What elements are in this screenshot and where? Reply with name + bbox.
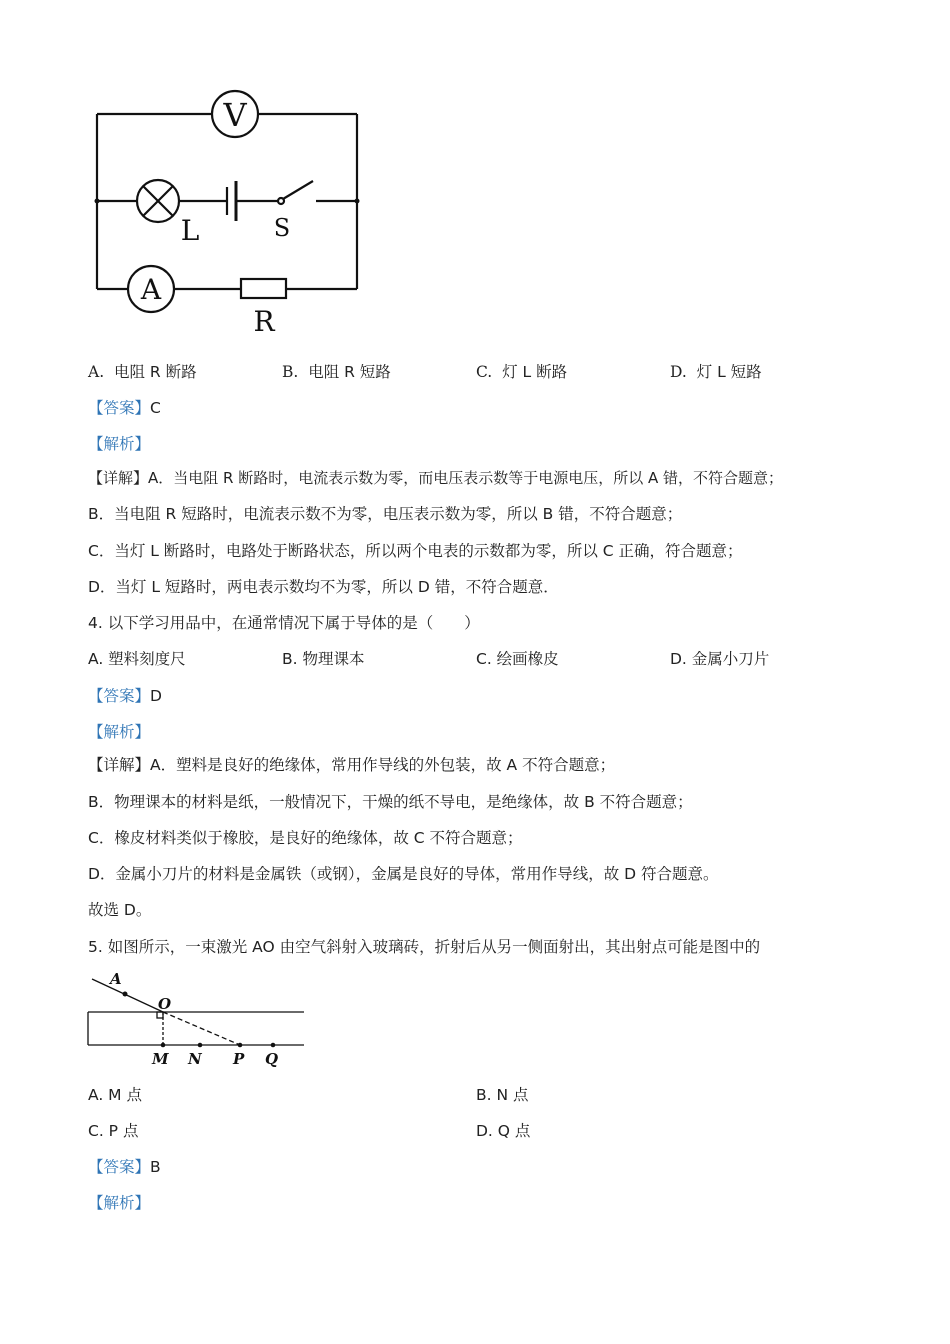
q3-option-d bbox=[670, 361, 762, 383]
resistor-label: R bbox=[253, 305, 275, 338]
q3-option-c bbox=[476, 361, 567, 383]
q4-detail-c: C．橡皮材料类似于橡胶，是良好的绝缘体，故 C 不符合题意； bbox=[88, 829, 523, 847]
q3-option-b bbox=[282, 361, 391, 383]
q4-answer-label: 【答案】 bbox=[88, 687, 151, 705]
q4-option-c: C. 绘画橡皮 bbox=[476, 650, 559, 668]
q4-detail-b: B．物理课本的材料是纸，一般情况下，干燥的纸不导电，是绝缘体，故 B 不符合题意； bbox=[88, 793, 693, 811]
point-p-label: P bbox=[233, 1050, 245, 1068]
ammeter-label: A bbox=[140, 273, 162, 306]
q5-option-a: A. M 点 bbox=[88, 1086, 142, 1104]
q3-option-d-letter: D. bbox=[670, 363, 687, 381]
q3-option-a-text: 电阻 R 断路 bbox=[113, 363, 197, 381]
q3-option-c-letter: C. bbox=[476, 363, 493, 381]
q3-answer-value: C bbox=[150, 399, 161, 417]
q3-detail-label: 【详解】 bbox=[88, 469, 149, 487]
q4-analysis-label: 【解析】 bbox=[88, 723, 151, 741]
q3-detail-a-text: A．当电阻 R 断路时，电流表示数为零，而电压表示数等于电源电压，所以 A 错，不符合题意； bbox=[148, 469, 784, 487]
q5-stem: 5. 如图所示，一束激光 AO 由空气斜射入玻璃砖，折射后从另一侧面射出，其出射点可能是图中的 bbox=[88, 938, 761, 956]
q3-option-c-text: 灯 L 断路 bbox=[502, 363, 568, 381]
q4-answer bbox=[88, 685, 162, 707]
voltmeter-label: V bbox=[223, 96, 247, 134]
q3-detail-b: B．当电阻 R 短路时，电流表示数不为零，电压表示数为零，所以 B 错，不符合题意； bbox=[88, 505, 683, 523]
q3-option-a bbox=[88, 361, 197, 383]
q5-answer-value: B bbox=[150, 1158, 161, 1176]
q5-analysis-label: 【解析】 bbox=[88, 1194, 151, 1212]
q3-option-d-text: 灯 L 短路 bbox=[696, 363, 762, 381]
q3-detail-a bbox=[88, 467, 783, 489]
q4-option-b: B. 物理课本 bbox=[282, 650, 365, 668]
point-n-label: N bbox=[188, 1050, 202, 1068]
q4-detail-d: D．金属小刀片的材料是金属铁（或钢），金属是良好的导体，常用作导线，故 D 符合题意。 bbox=[88, 865, 719, 883]
q4-stem: 4. 以下学习用品中，在通常情况下属于导体的是（ ） bbox=[88, 614, 480, 632]
q4-detail-label: 【详解】 bbox=[88, 756, 151, 774]
switch-label: S bbox=[273, 214, 291, 242]
q5-answer bbox=[88, 1156, 161, 1178]
refraction-diagram bbox=[85, 965, 310, 1070]
q3-analysis-label: 【解析】 bbox=[88, 435, 151, 453]
q4-option-a: A. 塑料刻度尺 bbox=[88, 650, 186, 668]
q3-answer bbox=[88, 397, 161, 419]
q4-option-d: D. 金属小刀片 bbox=[670, 650, 770, 668]
point-o-label: O bbox=[158, 995, 172, 1013]
q3-option-a-letter: A. bbox=[88, 363, 105, 381]
q5-option-d: D. Q 点 bbox=[476, 1122, 531, 1140]
point-m-label: M bbox=[152, 1050, 169, 1068]
q5-answer-label: 【答案】 bbox=[88, 1158, 151, 1176]
q3-detail-c: C．当灯 L 断路时，电路处于断路状态，所以两个电表的示数都为零，所以 C 正确，符合题意； bbox=[88, 542, 743, 560]
q3-option-b-letter: B. bbox=[282, 363, 299, 381]
lamp-label: L bbox=[180, 214, 200, 247]
q4-detail-a-text: A．塑料是良好的绝缘体，常用作导线的外包装，故 A 不符合题意； bbox=[150, 756, 616, 774]
q5-option-b: B. N 点 bbox=[476, 1086, 529, 1104]
point-a-label: A bbox=[110, 970, 122, 988]
point-q-label: Q bbox=[265, 1050, 279, 1068]
q4-detail-a bbox=[88, 754, 615, 776]
q3-detail-d: D．当灯 L 短路时，两电表示数均不为零，所以 D 错，不符合题意． bbox=[88, 578, 559, 596]
q5-option-c: C. P 点 bbox=[88, 1122, 139, 1140]
q3-answer-label: 【答案】 bbox=[88, 399, 151, 417]
q4-conclusion: 故选 D。 bbox=[88, 901, 152, 919]
circuit-diagram bbox=[85, 82, 375, 342]
q4-answer-value: D bbox=[150, 687, 162, 705]
q3-option-b-text: 电阻 R 短路 bbox=[308, 363, 391, 381]
